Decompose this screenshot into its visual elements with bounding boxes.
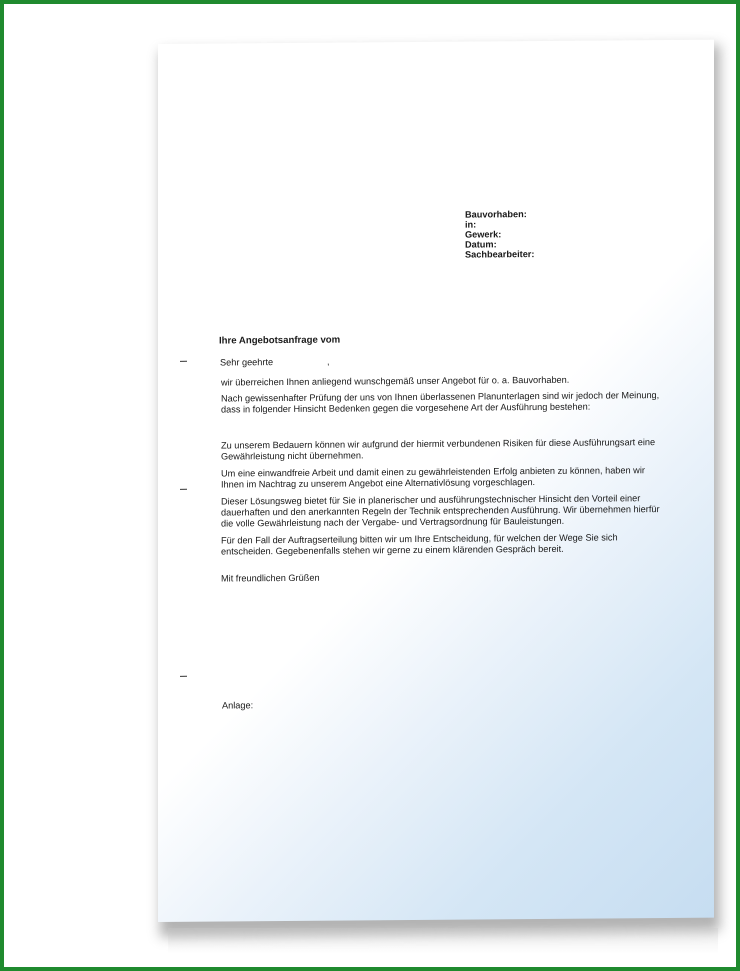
header-field-gewerk: Gewerk:	[465, 229, 502, 240]
paragraph-3-line-2: Gewährleistung nicht übernehmen.	[221, 450, 364, 462]
salutation: Sehr geehrte	[220, 357, 274, 368]
attachment-label: Anlage:	[222, 700, 254, 711]
paragraph-2-line-2: dass in folgender Hinsicht Bedenken gegen die vorgesehene Art der Ausführung bestehen:	[221, 401, 591, 415]
fold-mark-top	[180, 361, 187, 362]
paragraph-3-line-1: Zu unserem Bedauern können wir aufgrund der hiermit verbundenen Risiken für diese Ausführungsart eine	[221, 437, 656, 451]
paragraph-5-line-1: Dieser Lösungsweg bietet für Sie in planerischer und ausführungstechnischer Hinsicht den Vorteil einer	[221, 493, 641, 507]
paragraph-2-line-1: Nach gewissenhafter Prüfung der uns von Ihnen überlassenen Planunterlagen sind wir jedoch der Meinung,	[221, 390, 660, 404]
paragraph-4-line-2: Ihnen im Nachtrag zu unserem Angebot eine Alternativlösung vorgeschlagen.	[221, 477, 536, 490]
header-field-in: in:	[465, 219, 477, 230]
paragraph-6-line-2: entscheiden. Gegebenenfalls stehen wir gerne zu einem klärenden Gespräch bereit.	[221, 543, 564, 557]
page-reflection	[168, 928, 718, 954]
fold-mark-bottom	[180, 676, 187, 677]
paragraph-5-line-2: dauerhaften und den anerkannten Regeln der Technik entsprechenden Ausführung. Wir übernehmen hierfür	[221, 504, 660, 518]
salutation-comma: ,	[327, 356, 330, 367]
subject-line: Ihre Angebotsanfrage vom	[219, 334, 341, 347]
header-field-datum: Datum:	[465, 239, 497, 250]
paragraph-1-line-1: wir überreichen Ihnen anliegend wunschgemäß unser Angebot für o. a. Bauvorhaben.	[221, 374, 570, 388]
header-field-bauvorhaben: Bauvorhaben:	[465, 209, 527, 220]
paragraph-4-line-1: Um eine einwandfreie Arbeit und damit einen zu gewährleistenden Erfolg anbieten zu können, haben wir	[221, 465, 645, 479]
paragraph-5-line-3: die volle Gewährleistung nach der Vergabe- und Vertragsordnung für Bauleistungen.	[221, 515, 565, 529]
closing: Mit freundlichen Grüßen	[221, 572, 320, 584]
fold-mark-middle	[180, 489, 187, 490]
letter-page	[158, 40, 714, 922]
paragraph-6-line-1: Für den Fall der Auftragserteilung bitten wir um Ihre Entscheidung, für welchen der Wege Sie sich	[221, 532, 618, 546]
header-field-sachbearbeiter: Sachbearbeiter:	[465, 249, 535, 260]
